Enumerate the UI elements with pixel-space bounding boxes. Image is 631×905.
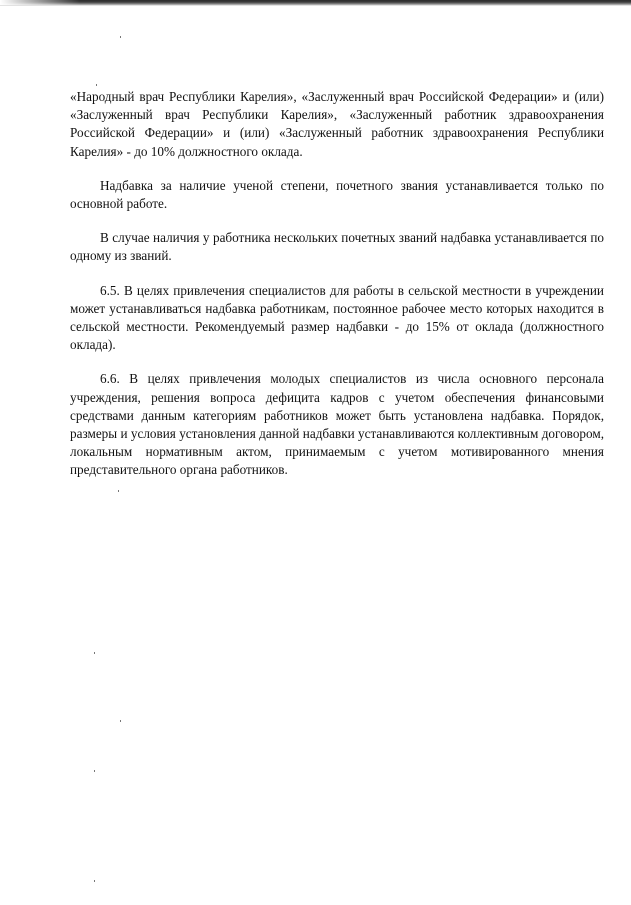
scan-speck xyxy=(94,880,95,882)
paragraph-section-6-5: 6.5. В целях привлечения специалистов для работы в сельской местности в учреждении может устанавливаться надбавка работникам, постоянное рабочее место которых находится в сельской местности. Рекомендуемый размер надбавки - до 15% от оклада (должностного оклада). xyxy=(70,282,604,353)
scan-speck xyxy=(96,84,97,86)
paragraph-honorary-titles-continuation: «Народный врач Республики Карелия», «Заслуженный врач Российской Федерации» и (или) «Заслуженный врач Республики Карелия», «Заслуженный работник здравоохранения Российской Федерации» и (или) «Заслуженный работник здравоохранения Республики Карелия» - до 10% должностного оклада. xyxy=(70,89,604,159)
scan-top-edge xyxy=(0,0,631,6)
scan-speck xyxy=(120,720,121,722)
paragraph-main-work-only: Надбавка за наличие ученой степени, почетного звания устанавливается только по основной работе. xyxy=(70,177,604,212)
scan-speck xyxy=(94,652,95,654)
paragraph-several-titles: В случае наличия у работника нескольких почетных званий надбавка устанавливается по одному из званий. xyxy=(70,230,604,264)
document-body xyxy=(70,88,604,496)
scan-speck xyxy=(120,36,121,38)
scan-top-edge-fade xyxy=(0,0,80,5)
paragraph-section-6-6: 6.6. В целях привлечения молодых специалистов из числа основного персонала учреждения, решения вопроса дефицита кадров с учетом обеспечения финансовыми средствами данным категориям работников может быть установлена надбавка. Порядок, размеры и условия установления данной надбавки устанавливаются коллективным договором, локальным нормативным актом, принимаемым с учетом мотивированного мнения представительного органа работников. xyxy=(70,371,604,478)
scan-speck xyxy=(94,770,95,772)
